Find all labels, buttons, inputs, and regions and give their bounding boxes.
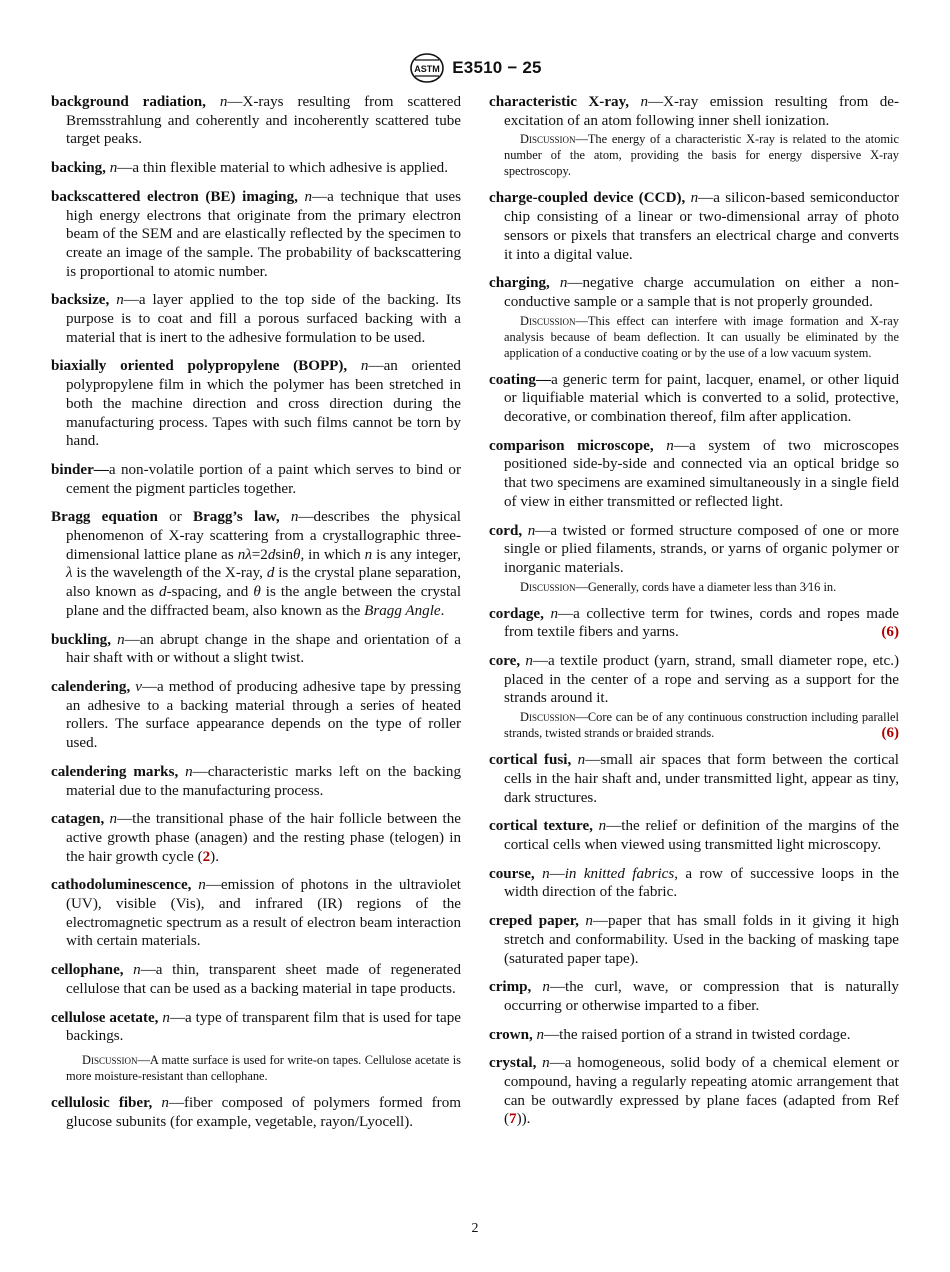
definition-entry: cortical fusi, n—small air spaces that form between the cortical cells in the hair shaft and, under transmitted light, appear as tiny, dark structures. (489, 752, 899, 806)
definition-entry: cellophane, n—a thin, transparent sheet made of regenerated cellulose that can be used as a backing material in tape products. (51, 962, 461, 997)
definition-entry: cathodoluminescence, n—emission of photons in the ultraviolet (UV), visible (Vis), and infrared (IR) regions of the electromagnetic spectrum as a result of electron beam interaction with certain materials. (51, 877, 461, 950)
discussion-note: Discussion—The energy of a characteristic X-ray is related to the atomic number of the atom, providing the basis for energy dispersive X-ray spectroscopy. (504, 132, 899, 179)
definition-entry: catagen, n—the transitional phase of the hair follicle between the active growth phase (anagen) and the resting phase (telogen) in the hair growth cycle (2). (51, 811, 461, 865)
logo-text: ASTM (414, 64, 441, 74)
definition-entry: creped paper, n—paper that has small folds in it giving it high stretch and conformability. Used in the backing of masking tape (saturated paper tape). (489, 913, 899, 967)
discussion-note: Discussion—This effect can interfere with image formation and X-ray analysis because of beam deflection. It can usually be eliminated by the application of a conductive coating or by the use of a low vacuum system. (504, 313, 899, 360)
definition-entry: cortical texture, n—the relief or definition of the margins of the cortical cells when viewed using transmitted light microscopy. (489, 818, 899, 853)
definition-entry: Bragg equation or Bragg’s law, n—describes the physical phenomenon of X-ray scattering from a crystallographic three-dimensional lattice plane as nλ=2dsinθ, in which n is any integer, λ is the wavelength of the X-ray, d is the crystal plane separation, also known as d-spacing, and θ is the angle between the crystal plane and the diffracted beam, also known as the Bragg Angle. (51, 509, 462, 619)
definition-entry: charging, n—negative charge accumulation on either a non-conductive sample or a sample that is not properly grounded. Discussion—This effect can interfere with image formation and X-ray analysis because of beam deflection. It can usually be eliminated by the application of a conductive coating or by the use of a low vacuum system. (489, 275, 899, 360)
document-id: E3510 − 25 (452, 58, 542, 77)
definition-entry: crown, n—the raised portion of a strand in twisted cordage. (489, 1026, 851, 1043)
definition-entry: calendering, v—a method of producing adhesive tape by pressing an adhesive to a backing material through a series of heated rollers. The surface appearance depends on the type of roller used. (51, 678, 461, 752)
definition-entry: coating—a generic term for paint, lacquer, enamel, or other liquid or liquifiable material which is converted to a solid, protective, decorative, or combination thereof, film after application. (489, 371, 899, 426)
definition-entry: background radiation, n—X-rays resulting from scattered Bremsstrahlung and coherently and incoherently scattered tube target peaks. (51, 94, 462, 148)
definition-entry: cellulosic fiber, n—fiber composed of polymers formed from glucose subunits (for example, vegetable, rayon/Lyocell). (51, 1094, 461, 1130)
definition-entry: cord, n—a twisted or formed structure composed of one or more single or plied filaments, strands, or yarns of organic polymer or inorganic materials. Discussion—Generally, cords have a diameter less than 3⁄16 in. (489, 522, 899, 594)
astm-logo-icon (408, 52, 446, 84)
definition-entry: crystal, n—a homogeneous, solid body of a chemical element or compound, having a regularly repeating atomic arrangement that can be outwardly expressed by plane faces (adapted from Ref (7)). (489, 1055, 899, 1128)
definition-entry: core, n—a textile product (yarn, strand, small diameter rope, etc.) placed in the center of a rope and serving as a support for the strands around it. Discussion—Core can be of any continuous construction including parallel strands, twisted strands or braided strands. (6) (489, 653, 899, 742)
reference-link[interactable]: 6 (886, 624, 894, 641)
definition-entry: backscattered electron (BE) imaging, n—a technique that uses high energy electrons that originate from the primary electron beam of the SEM and are elastically reflected by the specimen to create an image of the sample. The probability of backscattering is proportional to atomic number. (51, 188, 462, 280)
right-column (489, 93, 899, 1139)
discussion-note: Discussion—Core can be of any continuous construction including parallel strands, twisted strands or braided strands. (6) (504, 710, 899, 742)
definition-entry: backing, n—a thin flexible material to which adhesive is applied. (51, 160, 448, 177)
definition-entry: cellulose acetate, n—a type of transparent film that is used for tape backings. (51, 1009, 461, 1045)
definition-entry: calendering marks, n—characteristic marks left on the backing material due to the manufacturing process. (51, 763, 461, 799)
left-column (51, 93, 461, 1141)
definition-entry: cordage, n—a collective term for twines, cords and ropes made from textile fibers and yarns. (6) (489, 605, 899, 641)
reference-link[interactable]: 6 (886, 725, 894, 742)
definition-entry: comparison microscope, n—a system of two microscopes positioned side-by-side and connected via an optical bridge so that two specimens are examined simultaneously in a single field of view in either transmitted or reflected light. (489, 437, 899, 510)
definition-entry: characteristic X-ray, n—X-ray emission resulting from de-excitation of an atom following inner shell ionization. Discussion—The energy of a characteristic X-ray is related to the atomic number of the atom, providing the basis for energy dispersive X-ray spectroscopy. (489, 94, 899, 179)
page-number: 2 (471, 1221, 479, 1236)
definition-entry: backsize, n—a layer applied to the top side of the backing. Its purpose is to coat and fill a porous surfaced backing with a material that is inert to the adhesive formulation to be used. (51, 292, 462, 346)
definition-entry: course, n—in knitted fabrics, a row of successive loops in the width direction of the fabric. (489, 865, 900, 901)
definition-entry: crimp, n—the curl, wave, or compression that is naturally occurring or otherwise imparted to a fiber. (489, 979, 899, 1014)
definition-entry: binder—a non-volatile portion of a paint which serves to bind or cement the pigment particles together. (51, 461, 461, 497)
page-header (0, 50, 950, 86)
definition-entry: buckling, n—an abrupt change in the shape and orientation of a hair shaft with or without a slight twist. (51, 631, 461, 667)
discussion-note: Discussion—Generally, cords have a diameter less than 3⁄16 in. (520, 579, 837, 594)
discussion-note: Discussion—A matte surface is used for write-on tapes. Cellulose acetate is more moisture-resistant than cellophane. (66, 1052, 461, 1083)
reference-link[interactable]: 7 (509, 1111, 517, 1128)
definition-entry: biaxially oriented polypropylene (BOPP), n—an oriented polypropylene film in which the polymer has been stretched in both the machine direction and cross direction during the manufacturing process. Tapes with such films cannot be torn by hand. (51, 358, 461, 450)
reference-link[interactable]: 2 (202, 848, 211, 865)
definition-entry: charge-coupled device (CCD), n—a silicon-based semiconductor chip consisting of a linear or two-dimensional array of photo sensors or pixels that transfers an electrical charge and converts it into a digital value. (489, 190, 899, 263)
